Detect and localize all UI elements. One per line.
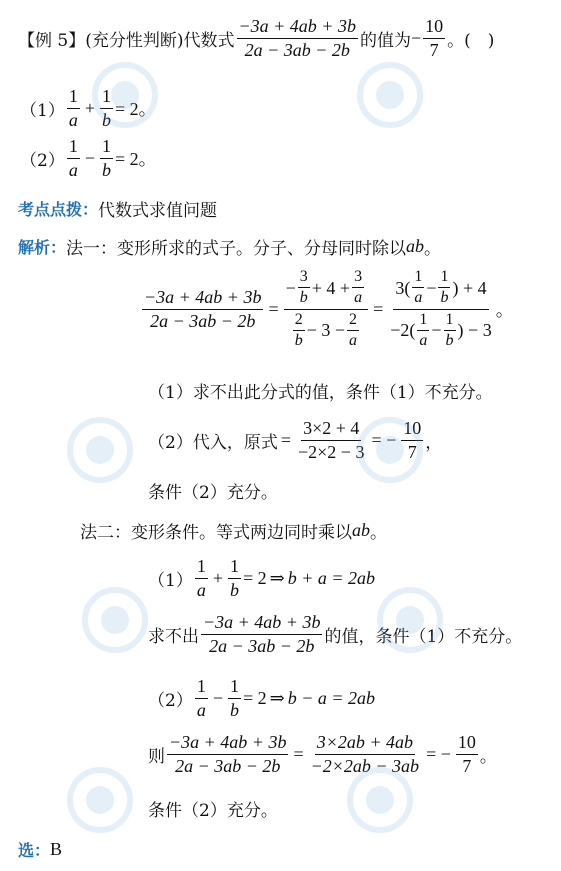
fraction-1-over-b: $\frac{1}{b}$ [101,86,111,130]
condition-1-label: （1） [20,100,65,121]
main-expression-denominator: 2a − 3ab − 2b [244,39,350,60]
watermark-logo [60,410,140,490]
method1-conclusion: 条件（2）充分。 [148,483,278,503]
main-expression-numerator: −3a + 4ab + 3b [237,16,358,39]
implies-symbol: ⇒ [269,687,285,708]
implies-symbol: ⇒ [269,567,285,588]
watermark-logo [350,55,430,135]
fraction-1-over-a: $\frac{1}{a}$ [68,136,78,180]
main-expression [237,16,358,60]
fraction-1-over-b: $\frac{1}{b}$ [101,136,111,180]
method2-intro: 法二：变形条件。等式两边同时乘以 ab 。 [80,520,387,543]
answer-label: 选： [18,841,51,860]
target-value-numerator: 10 [423,16,445,39]
step1-text: （1）求不出此分式的值，条件（1）不充分。 [148,383,493,403]
condition-2-label: （2） [20,150,65,171]
method1-step2: （2）代入，原式 = $\frac{3\times 2 + 4}{-2\times 2 - 3}$ = − $\frac{10}{7}$ ， [148,418,443,462]
watermark-logo [75,580,155,660]
method1-text: 法一：变形所求的式子。分子、分母同时除以 [66,239,407,259]
divided-fraction: − $\frac{3}{b}$ + 4 + $\frac{3}{a}$ $\frac{2}{b}$ − 3 − $\frac{2}{a}$ [284,268,368,351]
condition-2 [20,136,157,180]
keypoint-line [18,196,217,221]
method1-intro [18,234,441,259]
example-tag: 【例 5】 [18,30,86,51]
answer-value: B [50,839,63,859]
keypoint-label: 考点点拨： [18,200,99,219]
method2-var: ab [352,520,370,540]
keypoint-text: 代数式求值问题 [98,201,218,221]
value-text: 的值为 [359,30,411,51]
method2-condition1-conclusion: 求不出 $\frac{-3a + 4ab + 3b}{2a - 3ab - 2b}$ 的值，条件（1）不充分。 [148,612,523,656]
watermark-logo [60,760,140,840]
method1-end: 。 [424,239,442,259]
method1-var: ab [406,236,425,256]
method2-conclusion: 条件（2）充分。 [148,801,278,821]
grouped-fraction: 3( $\frac{1}{a}$ − $\frac{1}{b}$ ) + 4 −2( $\frac{1}{a}$ − $\frac{1}{b}$ ) − 3 [390,268,492,350]
lead-text: 代数式 [183,30,235,51]
analysis-label: 解析： [18,238,67,257]
method1-step1 [148,378,493,403]
method2-condition2-calc: 则 $\frac{-3a + 4ab + 3b}{2a - 3ab - 2b}$ = $\frac{3\times 2ab + 4ab}{-2\times 2ab - 3ab}$ = − $\frac{10}{7}$ 。 [148,732,497,776]
answer-blank: 。( ) [447,30,495,51]
fraction-1-over-a: $\frac{1}{a}$ [68,86,78,130]
answer-line [18,838,62,861]
category-label: (充分性判断) [85,30,184,51]
condition-1 [20,86,157,130]
condition-1-operator: + [84,97,95,118]
original-fraction: $\frac{-3a + 4ab + 3b}{2a - 3ab - 2b}$ [144,287,262,331]
substituted-fraction: $\frac{3\times 2 + 4}{-2\times 2 - 3}$ [297,418,365,462]
method2-condition1: （1） $\frac{1}{a}$ + $\frac{1}{b}$ = 2 ⇒ b + a = 2ab [148,556,376,600]
condition-2-rhs: = 2。 [114,149,157,170]
method2-text: 法二：变形条件。等式两边同时乘以 [80,523,352,543]
target-value [423,16,445,60]
method2-condition2: （2） $\frac{1}{a}$ − $\frac{1}{b}$ = 2 ⇒ b − a = 2ab [148,676,376,720]
minus-sign: − [410,27,422,48]
condition-2-operator: − [84,147,95,168]
step2-prefix: （2）代入，原式 [148,432,278,453]
question-line [18,16,494,60]
step2-result: $\frac{10}{7}$ [403,418,422,462]
target-value-denominator: 7 [429,39,439,60]
transform-equation: $\frac{-3a + 4ab + 3b}{2a - 3ab - 2b}$ = − $\frac{3}{b}$ + 4 + $\frac{3}{a}$ $\frac{2}{b}$ − 3 − $\frac{2}{a}$ = 3( $\frac{1}{a}$ − $\frac{1}{b}$ ) + 4 −2( $\frac{1}{a}$ − $\frac{1}{b}$ ) − 3 。 [144,268,514,350]
condition-1-rhs: = 2。 [114,99,157,120]
